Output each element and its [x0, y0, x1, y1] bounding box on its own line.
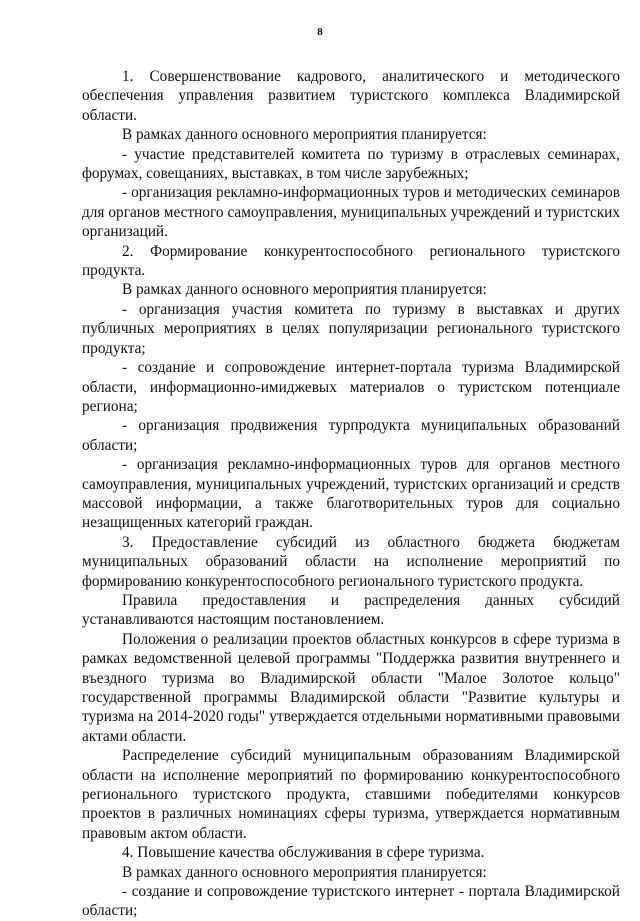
paragraph: 4. Повышение качества обслуживания в сфере туризма.	[122, 844, 485, 862]
paragraph: - участие представителей комитета по туризму в отраслевых семинарах, форумах, совещаниях, выставках, в том числе зарубежных;	[82, 145, 620, 183]
document-body	[82, 67, 620, 921]
paragraph: - организация рекламно-информационных туров для органов местного самоуправления, муниципальных учреждений, туристских организаций и средств массовой информации, а также благотворительных туров для социально незащищенных категорий граждан.	[82, 456, 620, 532]
paragraph: - создание и сопровождение интернет-портала туризма Владимирской области, информационно-имиджевых материалов о туристском потенциале региона;	[82, 359, 620, 415]
paragraph: Правила предоставления и распределения данных субсидий устанавливаются настоящим постановлением.	[82, 591, 620, 629]
paragraph: - создание и сопровождение туристского интернет - портала Владимирской области;	[82, 883, 620, 920]
paragraph: 3. Предоставление субсидий из областного бюджета бюджетам муниципальных образований области на исполнение мероприятий по формированию конкурентоспособного регионального туристского продукта.	[82, 533, 620, 590]
paragraph: Распределение субсидий муниципальным образованиям Владимирской области на исполнение мероприятий по формированию конкурентоспособного регионального туристского продукта, ставшими победителями конкурсов проектов в различных номинациях сферы туризма, утверждается нормативным правовым актом области.	[82, 747, 620, 842]
paragraph: 2. Формирование конкурентоспособного регионального туристского продукта.	[82, 242, 620, 280]
page-number: 8	[317, 26, 323, 38]
paragraph: Положения о реализации проектов областных конкурсов в сфере туризма в рамках ведомственной целевой программы "Поддержка развития внутреннего и въездного туризма во Владимирской области "Малое Золотое кольцо" государственной программы Владимирской области "Развитие культуры и туризма на 2014-2020 годы" утверждается отдельными нормативными правовыми актами области.	[82, 630, 620, 745]
paragraph: В рамках данного основного мероприятия планируется:	[122, 281, 487, 299]
paragraph: 1. Совершенствование кадрового, аналитического и методического обеспечения управления развитием туристского комплекса Владимирской области.	[82, 68, 620, 124]
paragraph: - организация участия комитета по туризму в выставках и других публичных мероприятиях в целях популяризации регионального туристского продукта;	[82, 300, 620, 357]
paragraph: В рамках данного основного мероприятия планируется:	[122, 863, 487, 881]
paragraph: - организация продвижения турпродукта муниципальных образований области;	[82, 417, 620, 454]
paragraph: В рамках данного основного мероприятия планируется:	[122, 126, 487, 144]
paragraph: - организация рекламно-информационных туров и методических семинаров для органов местного самоуправления, муниципальных учреждений и туристских организаций.	[82, 184, 620, 241]
